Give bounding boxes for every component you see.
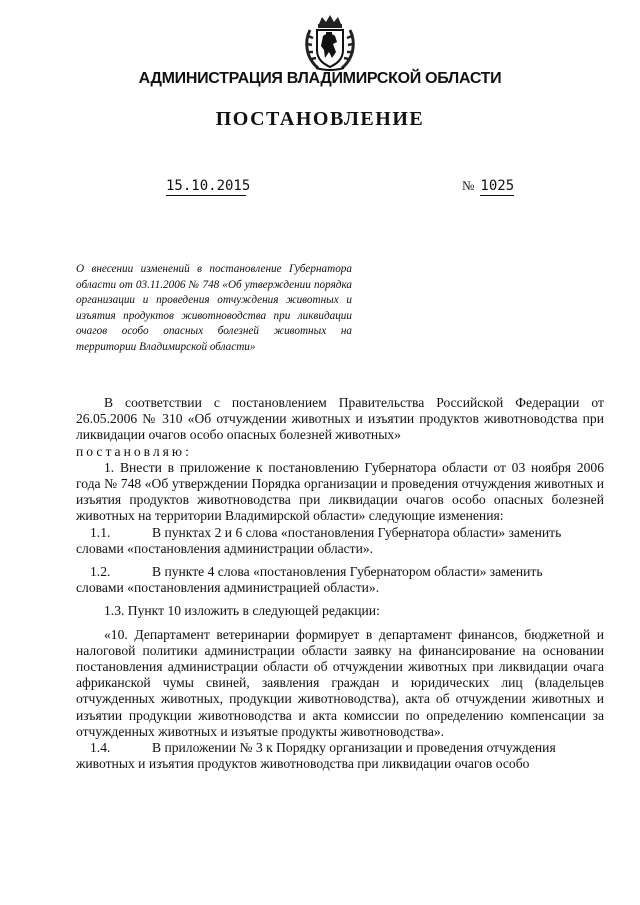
organization-title: АДМИНИСТРАЦИЯ ВЛАДИМИРСКОЙ ОБЛАСТИ (138, 70, 502, 87)
item-1-2-line (76, 564, 604, 580)
decree-word: постановляю: (76, 443, 192, 459)
coat-of-arms-icon (302, 14, 358, 72)
item-1-4-text: В приложении № 3 к Порядку организации и проведения отчуждения (152, 740, 556, 756)
number-value: 1025 (480, 178, 515, 194)
number-label: № (462, 178, 475, 193)
item-1-4-line (76, 740, 604, 756)
item-1-2-text: В пункте 4 слова «постановления Губернатором области» заменить (152, 564, 543, 580)
item-1-4-continuation: животных и изъятия продуктов животноводства при ликвидации очагов особо (76, 756, 530, 772)
item-1-1-continuation: словами «постановления администрации области». (76, 540, 374, 556)
document-type-title: ПОСТАНОВЛЕНИЕ (215, 108, 425, 130)
document-subject: О внесении изменений в постановление Губернатора области от 03.11.2006 № 748 «Об утверждении порядка организации и проведения отчуждения животных и изъятия продуктов животноводства при ликвидации очагов особо опасных болезней животных на территории Владимирской области» (76, 263, 352, 353)
item-1-1-label: 1.1. (90, 524, 111, 540)
item-1-2-label: 1.2. (90, 564, 111, 580)
document-number (462, 178, 514, 195)
item-1-3-paragraph: 1.3. Пункт 10 изложить в следующей редакции: (104, 603, 380, 619)
document-body (76, 395, 604, 772)
item-1-paragraph: 1. Внести в приложение к постановлению Губернатора области от 03 ноября 2006 года № 748 «Об утверждении Порядка организации и проведения отчуждения животных и изъятия продуктов животноводства при ликвидации очагов особо опасных болезней животных на территории Владимирской области» следующие изменения: (76, 459, 604, 524)
preamble-paragraph: В соответствии с постановлением Правительства Российской Федерации от 26.05.2006 № 310 «Об отчуждении животных и изъятии продуктов животноводства при ликвидации очагов особо опасных болезней животных» (76, 395, 604, 443)
item-1-1-text: В пунктах 2 и 6 слова «постановления Губернатора области» заменить (152, 524, 562, 540)
item-1-2-continuation: словами «постановления администрацией области». (76, 580, 380, 596)
item-1-1-line (76, 525, 604, 541)
item-1-4-label: 1.4. (90, 740, 111, 756)
item-1-3-quote: «10. Департамент ветеринарии формирует в департамент финансов, бюджетной и налоговой политики администрации области заявку на финансирование на основании постановления администрации области об отчуждении животных при ликвидации очага африканской чумы свиней, заявления граждан и юридических лиц (владельцев отчужденных животных, продукции животноводства), акта об отчуждении животных и изъятии продукции животноводства и акта комиссии по определению компенсации за отчужденных животных и изъятые продукты животноводства». (76, 626, 604, 739)
document-date: 15.10.2015 (166, 178, 251, 194)
